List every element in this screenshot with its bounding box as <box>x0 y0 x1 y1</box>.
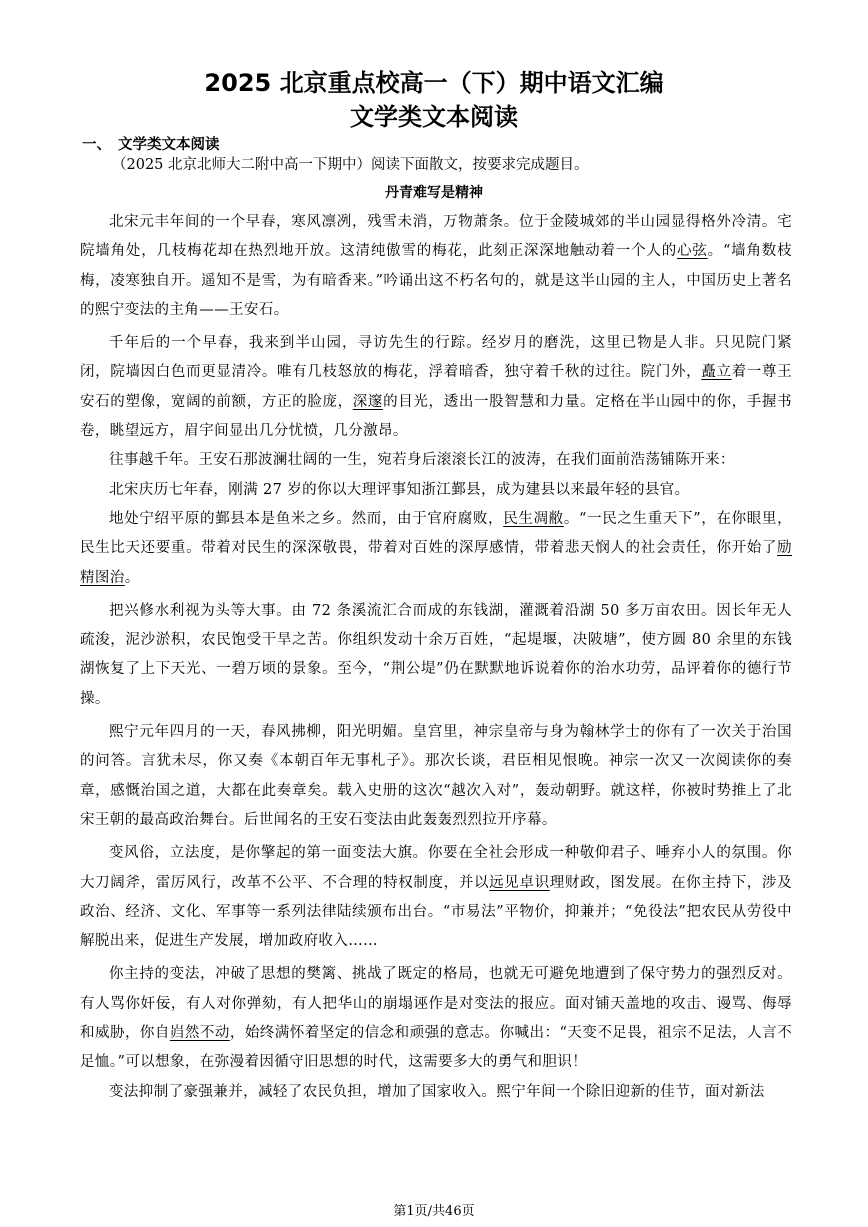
underlined-term: 矗立 <box>701 364 732 381</box>
underlined-term: 岿然不动 <box>169 1025 230 1042</box>
paragraph-1: 北宋元丰年间的一个早春，寒风凛冽，残雪未消，万物萧条。位于金陵城郊的半山园显得格外冷清。宅院墙角处，几枝梅花却在热烈地开放。这清纯傲雪的梅花，此刻正深深地触动着一个人的心弦。“墙角数枝梅，凌寒独自开。遥知不是雪，为有暗香来。”吟诵出这不朽名句的，就是这半山园的主人，中国历史上著名的熙宁变法的主角——王安石。 <box>80 214 792 318</box>
section-number: 一、 <box>82 137 111 153</box>
essay-title: 丹青难写是精神 <box>385 185 483 201</box>
paragraph-9: 你主持的变法，冲破了思想的樊篱、挑战了既定的格局，也就无可避免地遭到了保守势力的强烈反对。有人骂你奸佞，有人对你弹劾，有人把华山的崩塌诬作是对变法的报应。面对铺天盖地的攻击、谩骂、侮辱和威胁，你自岿然不动，始终满怀着坚定的信念和顽强的意志。你喊出：“天变不足畏，祖宗不足法，人言不足恤。”可以想象，在弥漫着因循守旧思想的时代，这需要多大的勇气和胆识！ <box>80 966 793 1071</box>
question-source: （2025 北京北师大二附中高一下期中）阅读下面散文，按要求完成题目。 <box>112 157 589 173</box>
paragraph-7: 熙宁元年四月的一天，春风拂柳，阳光明媚。皇宫里，神宗皇帝与身为翰林学士的你有了一次关于治国的问答。言犹未尽，你又奏《本朝百年无事札子》。那次长谈，君臣相见恨晚。神宗一次又一次阅读你的奏章，感慨治国之道，大都在此奏章矣。载入史册的这次“越次入对”，轰动朝野。就这样，你被时势推上了北宋王朝的最高政治舞台。后世闻名的王安石变法由此轰轰烈烈拉开序幕。 <box>80 724 792 828</box>
paragraph-8: 变风俗，立法度，是你擎起的第一面变法大旗。你要在全社会形成一种敬仰君子、唾弃小人的氛围。你大刀阔斧，雷厉风行，改革不公平、不合理的特权制度，并以远见卓识理财政，图发展。在你主持下，涉及政治、经济、文化、军事等一系列法律陆续颁布出台。“市易法”平物价，抑兼并；“免役法”把农民从劳役中解脱出来，促进生产发展，增加政府收入…… <box>80 845 792 950</box>
section-heading <box>82 136 220 154</box>
page-number: 第1页/共46页 <box>393 1204 475 1219</box>
underlined-term: 心弦 <box>677 243 708 260</box>
paragraph-2: 千年后的一个早春，我来到半山园，寻访先生的行踪。经岁月的磨洗，这里已物是人非。只见院门紧闭，院墙因白色而更显清冷。唯有几枝怒放的梅花，浮着暗香，独守着千秋的过往。院门外，矗立着一尊王安石的塑像，宽阔的前额，方正的脸庞，深邃的目光，透出一股智慧和力量。定格在半山园中的你，手握书卷，眺望远方，眉宇间显出几分忧愤，几分激昂。 <box>80 335 792 440</box>
essay-body <box>80 208 792 1107</box>
paragraph-3: 往事越千年。王安石那波澜壮阔的一生，宛若身后滚滚长江的波涛，在我们面前浩荡铺陈开来： <box>109 452 735 469</box>
underlined-term: 深邃 <box>352 393 384 410</box>
document-subtitle: 文学类文本阅读 <box>350 103 518 131</box>
paragraph-5: 地处宁绍平原的鄞县本是鱼米之乡。然而，由于官府腐败，民生凋敝。“一民之生重天下”，在你眼里，民生比天还要重。带着对民生的深深敬畏，带着对百姓的深厚感情，带着悲天悯人的社会责任，你开始了励精图治。 <box>80 510 792 586</box>
paragraph-4: 北宋庆历七年春，刚满 27 岁的你以大理评事知浙江鄞县，成为建县以来最年轻的县官。 <box>109 481 690 498</box>
section-heading-text: 文学类文本阅读 <box>118 137 220 153</box>
underlined-term: 远见卓识 <box>489 874 550 891</box>
paragraph-10: 变法抑制了豪强兼并，减轻了农民负担，增加了国家收入。熙宁年间一个除旧迎新的佳节，面对新法 <box>109 1083 765 1100</box>
underlined-term: 民生凋敝 <box>503 510 564 527</box>
document-title: 2025 北京重点校高一（下）期中语文汇编 <box>204 69 664 97</box>
paragraph-6: 把兴修水利视为头等大事。由 72 条溪流汇合而成的东钱湖，灌溉着沿湖 50 多万亩农田。因长年无人疏浚，泥沙淤积，农民饱受干旱之苦。你组织发动十余万百姓，“起堤堰，决陂塘”，使方圆 80 余里的东钱湖恢复了上下天光、一碧万顷的景象。至今，“荆公堤”仍在默默地诉说着你的治水功劳，品评着你的德行节操。 <box>80 602 792 707</box>
underlined-term: 励精图治 <box>80 540 792 586</box>
